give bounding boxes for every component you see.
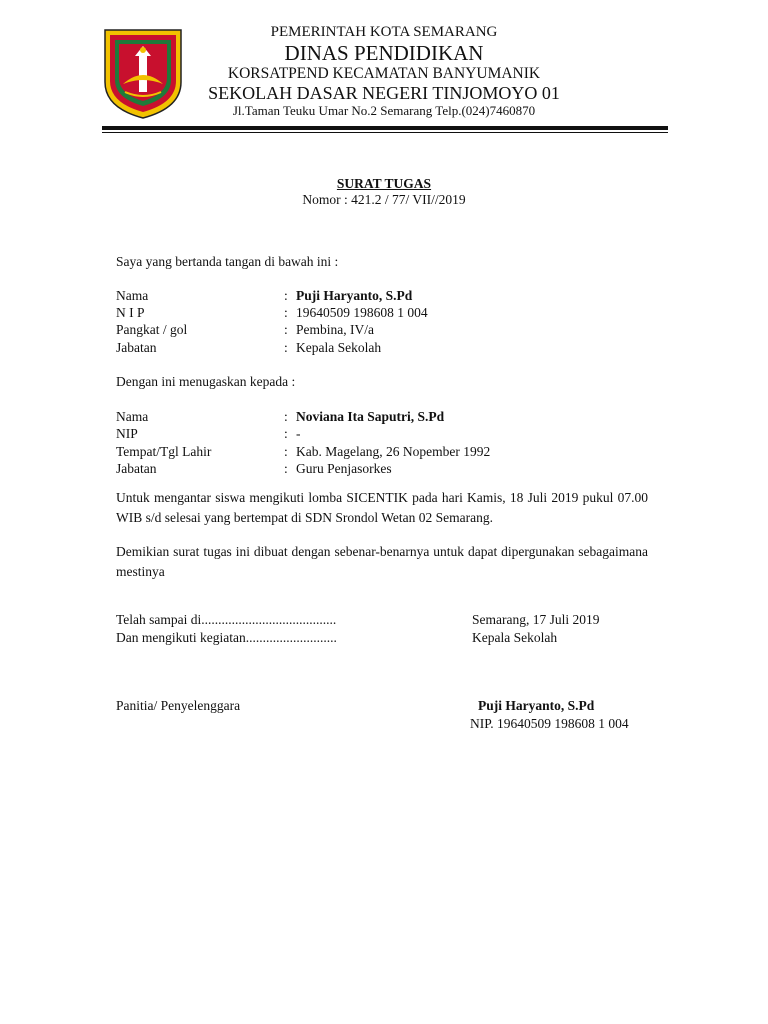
assignee-position-label: Jabatan xyxy=(116,461,157,476)
principal-title: Kepala Sekolah xyxy=(472,630,558,645)
assignee-nip-label: NIP xyxy=(116,426,138,441)
header-office: DINAS PENDIDIKAN xyxy=(284,41,484,65)
assignee-name-value: Noviana Ita Saputri, S.Pd xyxy=(296,409,445,424)
assignment-paragraph: Untuk mengantar siswa mengikuti lomba SICENTIK pada hari Kamis, 18 Juli 2019 pukul 07.00 WIB s/d selesai yang bertempat di SDN Srondol Wetan 02 Semarang. xyxy=(116,490,648,525)
letterhead-divider-thick xyxy=(102,126,668,130)
closing-paragraph: Demikian surat tugas ini dibuat dengan sebenar-benarnya untuk dapat dipergunakan sebagaimana mestinya xyxy=(116,544,648,579)
signer-rank-label: Pangkat / gol xyxy=(116,322,188,337)
intro-text: Saya yang bertanda tangan di bawah ini : xyxy=(116,254,339,269)
signer-position-label: Jabatan xyxy=(116,340,157,355)
assign-intro-text: Dengan ini menugaskan kepada : xyxy=(116,374,296,389)
assignee-position-value: Guru Penjasorkes xyxy=(296,461,392,476)
header-address: Jl.Taman Teuku Umar No.2 Semarang Telp.(024)7460870 xyxy=(232,103,536,118)
attended-activity-line: Dan mengikuti kegiatan........................... xyxy=(116,630,337,645)
letter-number: Nomor : 421.2 / 77/ VII//2019 xyxy=(302,192,466,207)
place-date: Semarang, 17 Juli 2019 xyxy=(472,612,600,627)
signer-position-value: Kepala Sekolah xyxy=(296,340,382,355)
principal-nip: NIP. 19640509 198608 1 004 xyxy=(470,716,629,731)
signer-nip-label: N I P xyxy=(116,305,145,320)
assignee-name-label: Nama xyxy=(116,409,149,424)
signer-name-value: Puji Haryanto, S.Pd xyxy=(296,288,413,303)
signer-rank-value: Pembina, IV/a xyxy=(296,322,374,337)
colon-separator: : xyxy=(284,409,288,424)
colon-separator: : xyxy=(284,340,288,355)
colon-separator: : xyxy=(284,461,288,476)
signer-nip-value: 19640509 198608 1 004 xyxy=(296,305,428,320)
assignee-birth-value: Kab. Magelang, 26 Nopember 1992 xyxy=(296,444,491,459)
letterhead-divider-thin xyxy=(102,132,668,133)
assignee-nip-value: - xyxy=(296,426,301,441)
colon-separator: : xyxy=(284,288,288,303)
signer-name-label: Nama xyxy=(116,288,149,303)
colon-separator: : xyxy=(284,305,288,320)
received-at-line: Telah sampai di........................................ xyxy=(116,612,337,627)
colon-separator: : xyxy=(284,322,288,337)
principal-name: Puji Haryanto, S.Pd xyxy=(478,698,595,713)
colon-separator: : xyxy=(284,426,288,441)
colon-separator: : xyxy=(284,444,288,459)
assignee-birth-label: Tempat/Tgl Lahir xyxy=(116,444,212,459)
letter-title: SURAT TUGAS xyxy=(336,176,432,191)
header-school-name: SEKOLAH DASAR NEGERI TINJOMOYO 01 xyxy=(208,83,560,103)
header-korsatpend: KORSATPEND KECAMATAN BANYUMANIK xyxy=(227,65,541,82)
header-government: PEMERINTAH KOTA SEMARANG xyxy=(270,24,498,40)
committee-signature-label: Panitia/ Penyelenggara xyxy=(116,698,241,713)
